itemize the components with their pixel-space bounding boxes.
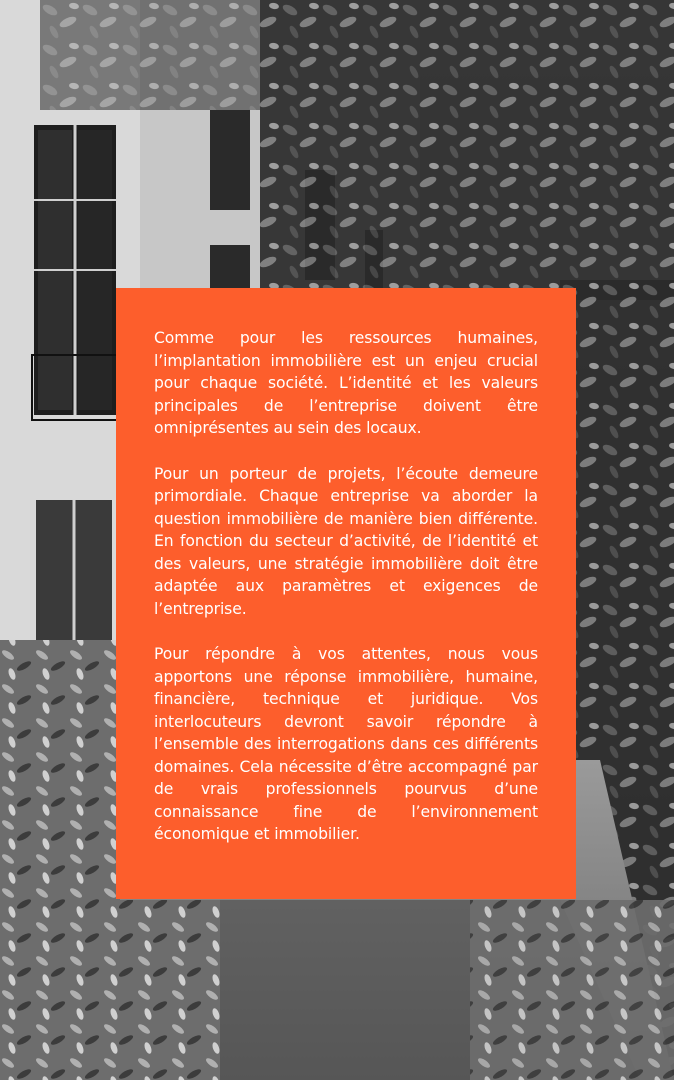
paragraph-project-listening: Pour un porteur de projets, l’écoute demeure primordiale. Chaque entreprise va aborder la question immobilière de manière bien différente. En fonction du secteur d’activité, de l’identité et des valeurs, une stratégie immobilière doit être adaptée aux paramètres et exigences de l’entreprise.	[154, 464, 538, 618]
paragraph-real-estate-intro: Comme pour les ressources humaines, l’implantation immobilière est un enjeu crucial pour chaque société. L’identité et les valeurs principales de l’entreprise doivent être omniprésentes au sein des locaux.	[154, 329, 538, 437]
text-panel	[116, 288, 576, 899]
paragraph-our-answer: Pour répondre à vos attentes, nous vous apportons une réponse immobilière, humaine, financière, technique et juridique. Vos interlocuteurs devront savoir répondre à l’ensemble des interrogations dans ces différents domaines. Cela nécessite d’être accompagné par de vrais professionnels pourvus d’une connaissance fine de l’environnement économique et immobilier.	[154, 645, 538, 843]
